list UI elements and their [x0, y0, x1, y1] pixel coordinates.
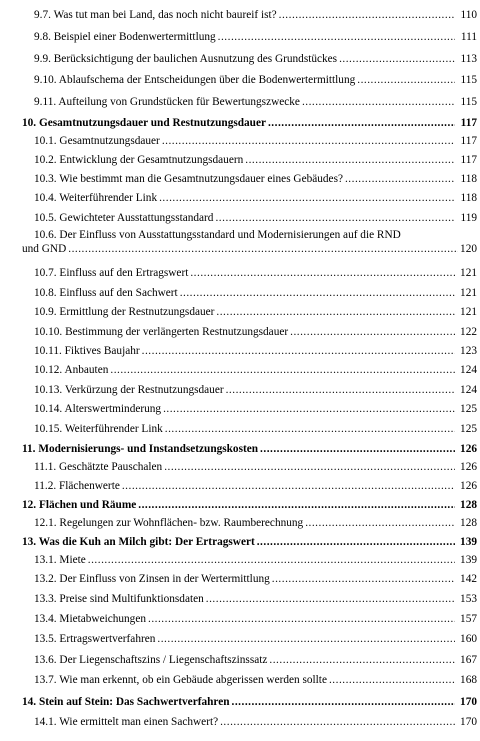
toc-entry[interactable] [22, 303, 477, 319]
toc-entry-page: 139 [460, 536, 477, 548]
toc-entry-page: 124 [460, 384, 477, 396]
toc-entry-title: 10.3. Wie bestimmt man die Gesamtnutzungsdauer eines Gebäudes? [34, 173, 343, 185]
toc-entry-title: 10.2. Entwicklung der Gesamtnutzungsdauern [34, 154, 244, 166]
dot-leader [68, 242, 458, 256]
toc-entry-page: 157 [460, 613, 477, 625]
dot-leader [163, 403, 455, 416]
toc-entry[interactable] [22, 50, 477, 66]
toc-entry[interactable] [22, 342, 477, 358]
toc-chapter[interactable] [22, 533, 477, 549]
toc-entry-title: 13.3. Preise sind Multifunktionsdaten [34, 593, 204, 605]
dot-leader [269, 654, 455, 667]
dot-leader [305, 517, 455, 530]
toc-entry-page: 117 [460, 117, 477, 129]
dot-leader [215, 212, 455, 225]
toc-entry-title-line1: 10.6. Der Einfluss von Ausstattungsstandard und Modernisierungen auf die RND [34, 229, 401, 241]
toc-entry-page: 110 [460, 9, 477, 21]
toc-entry-title: 12.1. Regelungen zur Wohnflächen- bzw. Raumberechnung [34, 517, 304, 529]
toc-entry-title: 13.4. Mietabweichungen [34, 613, 146, 625]
toc-chapter[interactable] [22, 693, 477, 709]
dot-leader [162, 135, 455, 148]
toc-entry[interactable] [22, 477, 477, 493]
toc-entry-page: 170 [460, 696, 477, 708]
toc-entry[interactable] [22, 651, 477, 667]
toc-entry-title: 10.7. Einfluss auf den Ertragswert [34, 267, 189, 279]
toc-entry[interactable] [22, 323, 477, 339]
toc-entry[interactable] [22, 264, 477, 280]
toc-entry-title: 10.9. Ermittlung der Restnutzungsdauer [34, 306, 215, 318]
dot-leader [142, 345, 455, 358]
toc-entry-title: 13.7. Wie man erkennt, ob ein Gebäude abgerissen werden sollte [34, 674, 327, 686]
dot-leader [257, 536, 455, 549]
toc-entry-title: 10.12. Anbauten [34, 364, 109, 376]
dot-leader [190, 267, 455, 280]
dot-leader [329, 674, 455, 687]
toc-entry-page: 115 [460, 74, 477, 86]
toc-entry[interactable] [22, 28, 477, 44]
toc-entry-title: 10.10. Bestimmung der verlängerten Restnutzungsdauer [34, 326, 289, 338]
toc-entry-title: 13.2. Der Einfluss von Zinsen in der Wertermittlung [34, 573, 270, 585]
toc-entry-page: 139 [460, 554, 477, 566]
toc-entry-page: 168 [460, 674, 477, 686]
toc-entry-title: 10. Gesamtnutzungsdauer und Restnutzungsdauer [22, 117, 266, 129]
toc-entry[interactable] [22, 671, 477, 687]
toc-entry[interactable] [22, 228, 477, 256]
toc-entry-title: 10.14. Alterswertminderung [34, 403, 162, 415]
toc-entry-page: 170 [460, 716, 477, 728]
toc-entry[interactable] [22, 6, 477, 22]
toc-entry-title: 11. Modernisierungs- und Instandsetzungskosten [22, 443, 259, 455]
toc-entry-page: 126 [460, 443, 477, 455]
dot-leader [216, 306, 455, 319]
toc-entry-title: 13.5. Ertragswertverfahren [34, 633, 156, 645]
toc-entry-page: 160 [460, 633, 477, 645]
toc-entry-page: 115 [460, 96, 477, 108]
toc-entry-title: 9.7. Was tut man bei Land, das noch nicht baureif ist? [34, 9, 277, 21]
toc-entry-page: 123 [460, 345, 477, 357]
toc-entry-page: 128 [460, 499, 477, 511]
toc-entry[interactable] [22, 209, 477, 225]
toc-entry[interactable] [22, 610, 477, 626]
toc-entry[interactable] [22, 189, 477, 205]
toc-entry[interactable] [22, 170, 477, 186]
toc-entry-page: 118 [460, 192, 477, 204]
dot-leader [232, 696, 455, 709]
toc-entry-title: 9.10. Ablaufschema der Entscheidungen über die Bodenwertermittlung [34, 74, 356, 86]
dot-leader [357, 74, 455, 87]
toc-entry-title: 10.13. Verkürzung der Restnutzungsdauer [34, 384, 224, 396]
toc-entry[interactable] [22, 590, 477, 606]
toc-entry-page: 167 [460, 654, 477, 666]
dot-leader [260, 443, 455, 456]
toc-entry[interactable] [22, 514, 477, 530]
dot-leader [110, 364, 455, 377]
toc-entry-page: 128 [460, 517, 477, 529]
toc-entry-page: 113 [460, 53, 477, 65]
toc-entry[interactable] [22, 630, 477, 646]
toc-entry[interactable] [22, 420, 477, 436]
toc-entry[interactable] [22, 570, 477, 586]
toc-entry-title: 13.1. Miete [34, 554, 86, 566]
dot-leader [220, 716, 455, 729]
toc-entry-title: 10.4. Weiterführender Link [34, 192, 158, 204]
dot-leader [302, 96, 455, 109]
dot-leader [157, 633, 455, 646]
toc-entry[interactable] [22, 361, 477, 377]
toc-entry[interactable] [22, 713, 477, 729]
toc-entry[interactable] [22, 71, 477, 87]
dot-leader [88, 554, 455, 567]
dot-leader [272, 573, 455, 586]
toc-entry[interactable] [22, 551, 477, 567]
toc-entry-page: 121 [460, 306, 477, 318]
dot-leader [159, 192, 455, 205]
toc-entry-page: 117 [460, 135, 477, 147]
toc-entry-page: 119 [460, 212, 477, 224]
toc-entry-title: 10.11. Fiktives Baujahr [34, 345, 140, 357]
dot-leader [245, 154, 455, 167]
toc-entry-title: 9.11. Aufteilung von Grundstücken für Bewertungszwecke [34, 96, 300, 108]
toc-entry-page: 122 [460, 326, 477, 338]
toc-entry-title: 13.6. Der Liegenschaftszins / Liegenschaftszinssatz [34, 654, 268, 666]
toc-entry-title-line2: und GND [22, 243, 67, 255]
toc-entry-title: 9.8. Beispiel einer Bodenwertermittlung [34, 31, 216, 43]
toc-entry-page: 153 [460, 593, 477, 605]
dot-leader [148, 613, 455, 626]
toc-entry-page: 125 [460, 403, 477, 415]
toc-entry-page: 120 [460, 243, 477, 255]
toc-entry-title: 13. Was die Kuh an Milch gibt: Der Ertragswert [22, 536, 255, 548]
toc-entry-title: 10.5. Gewichteter Ausstattungsstandard [34, 212, 214, 224]
dot-leader [279, 9, 455, 22]
toc-entry-title: 11.1. Geschätzte Pauschalen [34, 461, 163, 473]
dot-leader [268, 117, 455, 130]
dot-leader [339, 53, 455, 66]
toc-entry-title: 14. Stein auf Stein: Das Sachwertverfahren [22, 696, 230, 708]
toc-entry-page: 125 [460, 423, 477, 435]
toc-entry-page: 118 [460, 173, 477, 185]
toc-entry-page: 121 [460, 287, 477, 299]
toc-entry[interactable] [22, 93, 477, 109]
toc-entry[interactable] [22, 458, 477, 474]
toc-entry[interactable] [22, 284, 477, 300]
toc-entry-page: 126 [460, 461, 477, 473]
dot-leader [218, 31, 455, 44]
toc-entry[interactable] [22, 151, 477, 167]
dot-leader [180, 287, 455, 300]
dot-leader [138, 499, 455, 512]
toc-entry-page: 126 [460, 480, 477, 492]
toc-entry-title: 10.8. Einfluss auf den Sachwert [34, 287, 178, 299]
toc-entry[interactable] [22, 400, 477, 416]
toc-chapter[interactable] [22, 496, 477, 512]
dot-leader [290, 326, 455, 339]
toc-entry-page: 117 [460, 154, 477, 166]
toc-entry-page: 142 [460, 573, 477, 585]
dot-leader [345, 173, 455, 186]
dot-leader [165, 423, 455, 436]
toc-entry-title: 9.9. Berücksichtigung der baulichen Ausnutzung des Grundstückes [34, 53, 338, 65]
dot-leader [122, 480, 455, 493]
toc-entry-page: 111 [460, 31, 477, 43]
toc-entry-title: 11.2. Flächenwerte [34, 480, 120, 492]
toc-entry[interactable] [22, 381, 477, 397]
toc-chapter[interactable] [22, 440, 477, 456]
dot-leader [164, 461, 455, 474]
dot-leader [226, 384, 455, 397]
toc-entry-page: 124 [460, 364, 477, 376]
dot-leader [206, 593, 455, 606]
toc-entry-title: 10.1. Gesamtnutzungsdauer [34, 135, 160, 147]
toc-entry-title: 12. Flächen und Räume [22, 499, 137, 511]
toc-entry-page: 121 [460, 267, 477, 279]
toc-entry-title: 14.1. Wie ermittelt man einen Sachwert? [34, 716, 219, 728]
toc-chapter[interactable] [22, 114, 477, 130]
toc-entry[interactable] [22, 132, 477, 148]
toc-entry-title: 10.15. Weiterführender Link [34, 423, 163, 435]
